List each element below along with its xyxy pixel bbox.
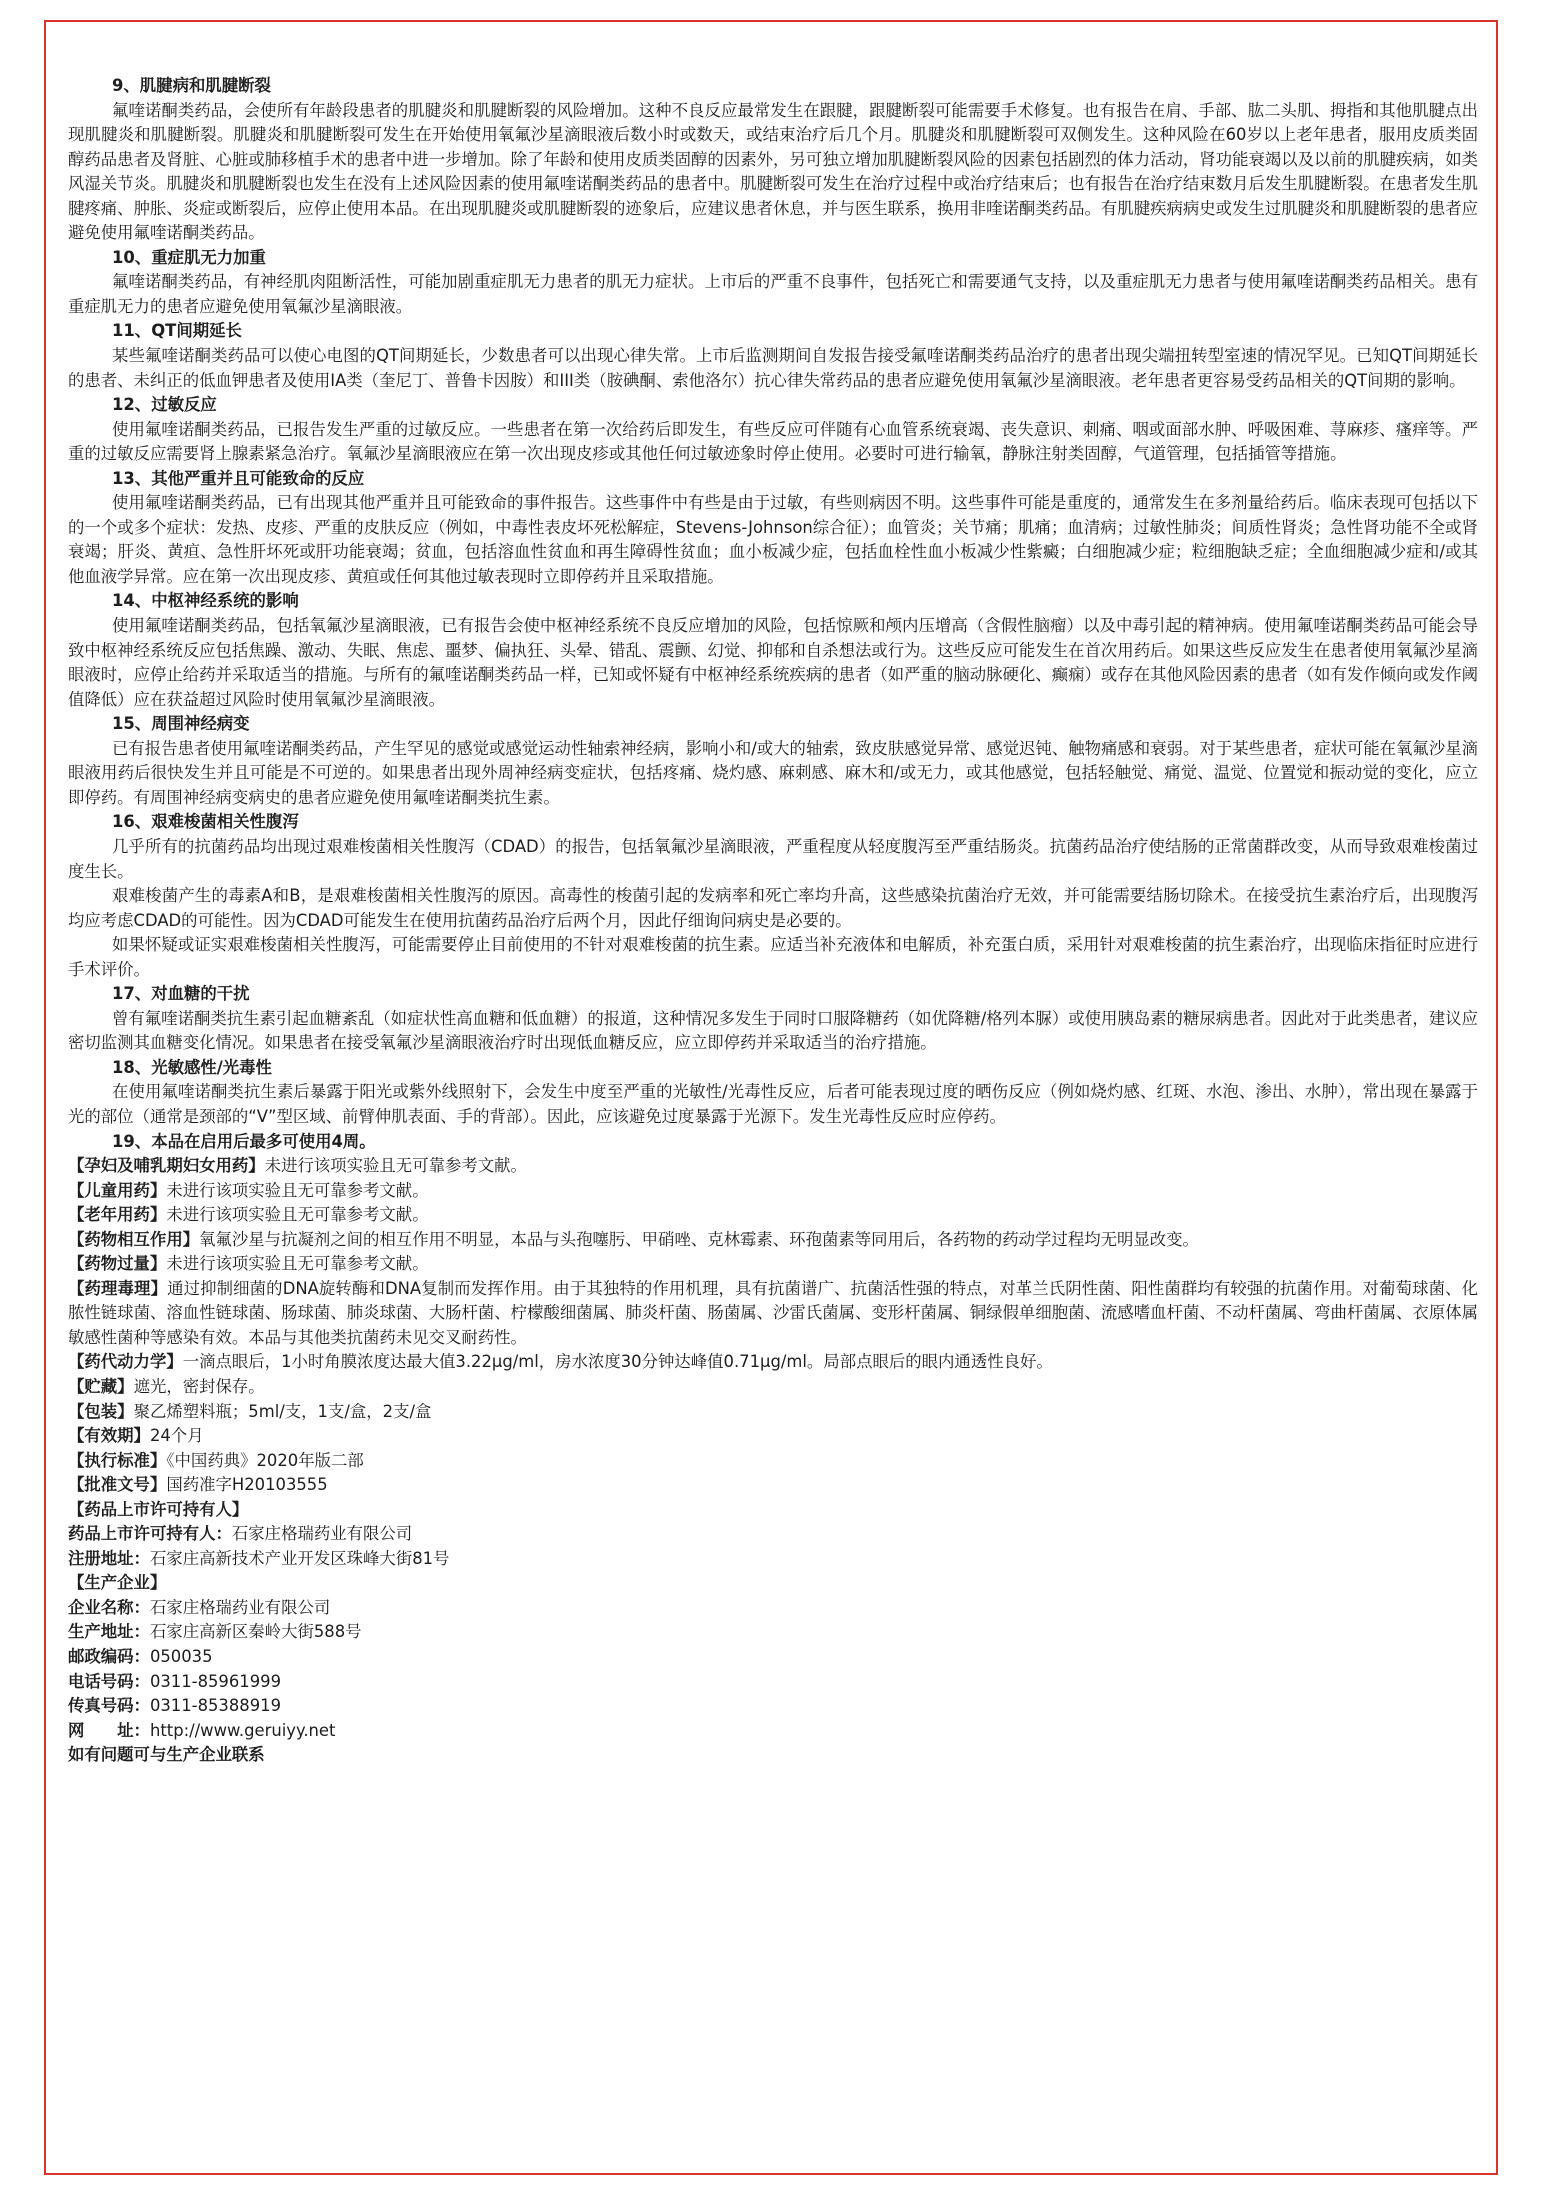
mah-address-label: 注册地址： [68,1548,150,1568]
field-approval-number [68,1473,1478,1498]
section-heading: 17、对血糖的干扰 [112,984,250,1004]
mfr-postcode-line [68,1645,1478,1670]
mfr-fax-label: 传真号码： [68,1696,150,1716]
mfr-address-line [68,1620,1478,1645]
mah-name-line [68,1522,1478,1547]
field-value: 氧氟沙星与抗凝剂之间的相互作用不明显，本品与头孢噻肟、甲硝唑、克林霉素、环孢菌素等同用后，各药物的药动学过程均无明显改变。 [199,1229,1199,1249]
mfr-phone-label: 电话号码： [68,1671,150,1691]
section-heading: 13、其他严重并且可能致命的反应 [112,468,365,488]
package-insert-text [68,74,1478,1768]
field-label: 【批准文号】 [68,1475,167,1495]
field-shelf-life [68,1424,1478,1449]
mfr-fax-line [68,1694,1478,1719]
field-value: 遮光，密封保存。 [133,1376,265,1396]
field-label: 【贮藏】 [68,1376,134,1396]
field-value: 24个月 [149,1426,204,1446]
mfr-name-value: 石家庄格瑞药业有限公司 [149,1597,331,1617]
field-value: 未进行该项实验且无可靠参考文献。 [166,1180,429,1200]
section-paragraph: 氟喹诺酮类药品，会使所有年龄段患者的肌腱炎和肌腱断裂的风险增加。这种不良反应最常发生在跟腱，跟腱断裂可能需要手术修复。也有报告在肩、手部、肱二头肌、拇指和其他肌腱点出现肌腱炎和肌腱断裂。肌腱炎和肌腱断裂可发生在开始使用氧氟沙星滴眼液后数小时或数天，或结束治疗后几个月。肌腱炎和肌腱断裂可双侧发生。这种风险在60岁以上老年患者，服用皮质类固醇药品患者及肾脏、心脏或肺移植手术的患者中进一步增加。除了年龄和使用皮质类固醇的因素外，另可独立增加肌腱断裂风险的因素包括剧烈的体力活动，肾功能衰竭以及以前的肌腱疾病，如类风湿关节炎。肌腱炎和肌腱断裂也发生在没有上述风险因素的使用氟喹诺酮类药品的患者中。肌腱断裂可发生在治疗过程中或治疗结束后；也有报告在治疗结束数月后发生肌腱断裂。在患者发生肌腱疼痛、肿胀、炎症或断裂后，应停止使用本品。在出现肌腱炎或肌腱断裂的迹象后，应建议患者休息，并与医生联系，换用非喹诺酮类药品。有肌腱疾病病史或发生过肌腱炎和肌腱断裂的患者应避免使用氟喹诺酮类药品。 [68,100,1478,243]
mfr-fax-value: 0311-85388919 [149,1696,282,1716]
section-paragraph: 如果怀疑或证实艰难梭菌相关性腹泻，可能需要停止目前使用的不针对艰难梭菌的抗生素。应适当补充液体和电解质，补充蛋白质，采用针对艰难梭菌的抗生素治疗，出现临床指征时应进行手术评价。 [68,935,1478,979]
field-label: 【有效期】 [68,1426,150,1446]
field-storage [68,1375,1478,1400]
mfr-postcode-label: 邮政编码： [68,1647,150,1666]
contact-note: 如有问题可与生产企业联系 [68,1745,265,1765]
field-pregnancy [68,1154,1478,1179]
section-paragraph: 已有报告患者使用氟喹诺酮类药品，产生罕见的感觉或感觉运动性轴索神经病，影响小和/或大的轴索，致皮肤感觉异常、感觉迟钝、触物痛感和衰弱。对于某些患者，症状可能在氧氟沙星滴眼液用药后很快发生并且可能是不可逆的。如果患者出现外周神经病变症状，包括疼痛、烧灼感、麻刺感、麻木和/或无力，或其他感觉，包括轻触觉、痛觉、温觉、位置觉和振动觉的变化，应立即停药。有周围神经病变病史的患者应避免使用氟喹诺酮类抗生素。 [68,738,1478,807]
mfr-website-label: 网 址： [68,1720,150,1740]
field-value: 未进行该项实验且无可靠参考文献。 [166,1205,429,1225]
section-paragraph: 使用氟喹诺酮类药品，已有出现其他严重并且可能致命的事件报告。这些事件中有些是由于过敏，有些则病因不明。这些事件可能是重度的，通常发生在多剂量给药后。临床表现可包括以下的一个或多个症状：发热、皮疹、严重的皮肤反应（例如，中毒性表皮坏死松解症，Stevens-Johnson综合征）；血管炎；关节痛；肌痛；血清病；过敏性肺炎；间质性肾炎；急性肾功能不全或肾衰竭；肝炎、黄疸、急性肝坏死或肝功能衰竭；贫血，包括溶血性贫血和再生障碍性贫血；血小板减少症，包括血栓性血小板减少性紫癜；白细胞减少症；粒细胞缺乏症；全血细胞减少症和/或其他血液学异常。应在第一次出现皮疹、黄疸或任何其他过敏表现时立即停药并且采取措施。 [68,493,1478,586]
section-heading: 15、周围神经病变 [112,714,250,734]
field-label: 【药物过量】 [68,1254,167,1274]
mfr-phone-line [68,1670,1478,1695]
mah-address-line [68,1547,1478,1572]
section-heading: 16、艰难梭菌相关性腹泻 [112,812,299,832]
section-heading: 14、中枢神经系统的影响 [112,591,299,611]
section-heading: 12、过敏反应 [112,395,217,415]
field-label: 【老年用药】 [68,1205,167,1225]
section-paragraph: 氟喹诺酮类药品，有神经肌肉阻断活性，可能加剧重症肌无力患者的肌无力症状。上市后的严重不良事件，包括死亡和需要通气支持，以及重症肌无力患者与使用氟喹诺酮类药品相关。患有重症肌无力的患者应避免使用氧氟沙星滴眼液。 [68,272,1478,316]
field-label: 【药物相互作用】 [68,1229,200,1249]
section-heading: 19、本品在启用后最多可使用4周。 [112,1131,376,1151]
mfr-name-line [68,1596,1478,1621]
field-value: 一滴点眼后，1小时角膜浓度达最大值3.22μg/ml，房水浓度30分钟达峰值0.71μg/ml。局部点眼后的眼内通透性良好。 [182,1352,1053,1372]
section-paragraph: 使用氟喹诺酮类药品，包括氧氟沙星滴眼液，已有报告会使中枢神经系统不良反应增加的风险，包括惊厥和颅内压增高（含假性脑瘤）以及中毒引起的精神病。使用氟喹诺酮类药品可能会导致中枢神经系统反应包括焦躁、激动、失眠、焦虑、噩梦、偏执狂、头晕、错乱、震颤、幻觉、抑郁和自杀想法或行为。这些反应可能发生在首次用药后。如果这些反应发生在患者使用氧氟沙星滴眼液时，应停止给药并采取适当的措施。与所有的氟喹诺酮类药品一样，已知或怀疑有中枢神经系统疾病的患者（如严重的脑动脉硬化、癫痫）或存在其他风险因素的患者（如有发作倾向或发作阈值降低）应在获益超过风险时使用氧氟沙星滴眼液。 [68,616,1478,709]
field-pharmacology [68,1277,1478,1351]
mfr-address-value: 石家庄高新区秦岭大街588号 [149,1622,362,1642]
mfr-phone-value: 0311-85961999 [149,1671,282,1691]
field-value: 国药准字H20103555 [166,1475,328,1495]
field-standard [68,1449,1478,1474]
mfr-address-label: 生产地址： [68,1622,150,1642]
field-value: 未进行该项实验且无可靠参考文献。 [264,1156,527,1176]
section-heading: 10、重症肌无力加重 [112,247,266,267]
section-paragraph: 某些氟喹诺酮类药品可以使心电图的QT间期延长，少数患者可以出现心律失常。上市后监测期间自发报告接受氟喹诺酮类药品治疗的患者出现尖端扭转型室速的情况罕见。已知QT间期延长的患者、未纠正的低血钾患者及使用IA类（奎尼丁、普鲁卡因胺）和III类（胺碘酮、索他洛尔）抗心律失常药品的患者应避免使用氧氟沙星滴眼液。老年患者更容易受药品相关的QT间期的影响。 [68,346,1478,390]
mah-name-label: 药品上市许可持有人： [68,1524,232,1544]
section-paragraph: 曾有氟喹诺酮类抗生素引起血糖紊乱（如症状性高血糖和低血糖）的报道，这种情况多发生于同时口服降糖药（如优降糖/格列本脲）或使用胰岛素的糖尿病患者。因此对于此类患者，建议应密切监测其血糖变化情况。如果患者在接受氧氟沙星滴眼液治疗时出现低血糖反应，应立即停药并采取适当的治疗措施。 [68,1008,1478,1053]
section-paragraph: 艰难梭菌产生的毒素A和B，是艰难梭菌相关性腹泻的原因。高毒性的梭菌引起的发病率和死亡率均升高，这些感染抗菌治疗无效，并可能需要结肠切除术。在接受抗生素治疗后，出现腹泻均应考虑CDAD的可能性。因为CDAD可能发生在使用抗菌药品治疗后两个月，因此仔细询问病史是必要的。 [68,886,1478,930]
mfr-name-label: 企业名称： [68,1597,150,1617]
field-value: 未进行该项实验且无可靠参考文献。 [166,1254,429,1274]
field-label: 【包装】 [68,1401,134,1421]
section-heading: 18、光敏感性/光毒性 [112,1057,272,1077]
field-packaging [68,1400,1478,1425]
section-paragraph: 在使用氟喹诺酮类抗生素后暴露于阳光或紫外线照射下，会发生中度至严重的光敏性/光毒性反应，后者可能表现过度的晒伤反应（例如烧灼感、红斑、水泡、渗出、水肿），常出现在暴露于光的部位（通常是颈部的“V”型区域、前臂伸肌表面、手的背部）。因此，应该避免过度暴露于光源下。发生光毒性反应时应停药。 [68,1082,1478,1126]
section-heading: 9、肌腱病和肌腱断裂 [112,76,271,95]
field-label: 【儿童用药】 [68,1180,167,1200]
mah-address-value: 石家庄高新技术产业开发区珠峰大街81号 [149,1548,450,1568]
section-paragraph: 使用氟喹诺酮类药品，已报告发生严重的过敏反应。一些患者在第一次给药后即发生，有些反应可伴随有心血管系统衰竭、丧失意识、刺痛、咽或面部水肿、呼吸困难、荨麻疹、瘙痒等。严重的过敏反应需要肾上腺素紧急治疗。氧氟沙星滴眼液应在第一次出现皮疹或其他任何过敏迹象时停止使用。必要时可进行输氧，静脉注射类固醇，气道管理，包括插管等措施。 [68,419,1478,464]
field-value: 通过抑制细菌的DNA旋转酶和DNA复制而发挥作用。由于其独特的作用机理，具有抗菌谱广、抗菌活性强的特点，对革兰氏阴性菌、阳性菌群均有较强的抗菌作用。对葡萄球菌、化脓性链球菌、溶血性链球菌、肠球菌、肺炎球菌、大肠杆菌、柠檬酸细菌属、肺炎杆菌、肠菌属、沙雷氏菌属、变形杆菌属、铜绿假单细胞菌、流感嗜血杆菌、不动杆菌属、弯曲杆菌属、衣原体属敏感性菌种等感染有效。本品与其他类抗菌药未见交叉耐药性。 [68,1278,1479,1347]
field-value: 《中国药典》2020年版二部 [166,1450,364,1470]
field-label: 【药理毒理】 [68,1278,168,1298]
field-label: 【药代动力学】 [68,1352,183,1372]
manufacturer-header: 【生产企业】 [68,1573,167,1593]
section-heading: 11、QT间期延长 [112,321,242,341]
section-paragraph: 几乎所有的抗菌药品均出现过艰难梭菌相关性腹泻（CDAD）的报告，包括氧氟沙星滴眼液，严重程度从轻度腹泻至严重结肠炎。抗菌药品治疗使结肠的正常菌群改变，从而导致艰难梭菌过度生长。 [68,836,1478,881]
field-label: 【孕妇及哺乳期妇女用药】 [68,1156,265,1176]
field-value: 聚乙烯塑料瓶；5ml/支，1支/盒，2支/盒 [133,1401,432,1421]
mfr-website-line [68,1719,1478,1744]
field-overdose [68,1252,1478,1277]
field-interactions [68,1228,1478,1253]
field-label: 【执行标准】 [68,1450,167,1470]
field-pediatric [68,1179,1478,1204]
mfr-website-value: http://www.geruiyy.net [149,1720,336,1740]
field-geriatric [68,1203,1478,1228]
mah-name-value: 石家庄格瑞药业有限公司 [231,1524,413,1544]
mah-header: 【药品上市许可持有人】 [68,1499,249,1519]
field-pharmacokinetics [68,1350,1478,1375]
mfr-postcode-value: 050035 [149,1647,213,1666]
